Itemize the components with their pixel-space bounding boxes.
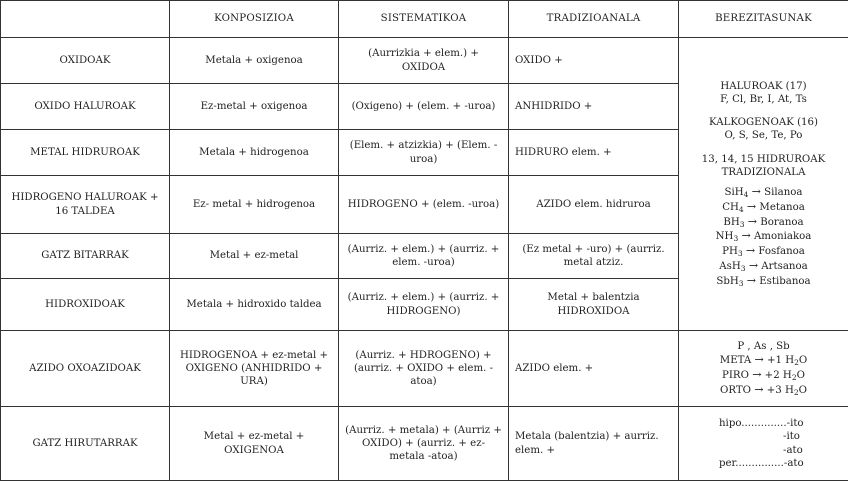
prefix-row: ORTO → +3 $H_2O$ (685, 383, 842, 398)
hydride-row: SiH$_4$ → Silanoa (685, 185, 842, 200)
cell-tradizioanala: AZIDO elem. hidruroa (509, 176, 679, 234)
cell-konposizioa: Metala + hidroxido taldea (170, 279, 339, 331)
arrow-icon: → (747, 274, 756, 287)
arrow-icon: → (752, 368, 761, 381)
cell-konposizioa: Ez- metal + hidrogenoa (170, 176, 339, 234)
note-hidruroak-title: 13, 14, 15 HIDRUROAK TRADIZIONALA (685, 153, 842, 180)
cell-tradizioanala: (Ez metal + -uro) + (aurriz. metal atziz. (509, 234, 679, 279)
row-name: GATZ BITARRAK (1, 234, 170, 279)
cell-sistematikoa: (Elem. + atzizkia) + (Elem. -uroa) (339, 130, 509, 176)
cell-tradizioanala: HIDRURO elem. + (509, 130, 679, 176)
note-elements: P , As , Sb (685, 340, 842, 353)
hydride-row: $NH_3$ → Amoniakoa (685, 229, 842, 244)
arrow-icon: → (741, 229, 750, 242)
arrow-icon: → (754, 383, 763, 396)
cell-sistematikoa: HIDROGENO + (elem. -uroa) (339, 176, 509, 234)
header-blank (1, 1, 170, 38)
row-name: OXIDOAK (1, 38, 170, 84)
suffix-line: hipo..............-ito (719, 417, 842, 430)
hydride-row: $PH_3$ → Fosfanoa (685, 244, 842, 259)
arrow-icon: → (748, 215, 757, 228)
row-name: HIDROXIDOAK (1, 279, 170, 331)
prefix-row: META → +1 $H_2O$ (685, 353, 842, 368)
arrow-icon: → (746, 244, 755, 257)
cell-tradizioanala: Metal + balentzia HIDROXIDOA (509, 279, 679, 331)
cell-konposizioa: HIDROGENOA + ez-metal + OXIGENO (ANHIDRIDO + URA) (170, 331, 339, 407)
cell-sistematikoa: (Aurriz. + elem.) + (aurriz. + HIDROGENO) (339, 279, 509, 331)
arrow-icon: → (747, 200, 756, 213)
notes-cell-suffixes (679, 407, 848, 481)
notes-cell-haluroak (679, 38, 848, 331)
row-name: OXIDO HALUROAK (1, 84, 170, 130)
arrow-icon: → (754, 353, 763, 366)
suffix-line: -ato (719, 444, 842, 457)
hydride-row: $BH_3$ → Boranoa (685, 215, 842, 230)
note-kalkogenoak-title: KALKOGENOAK (16) (685, 116, 842, 129)
cell-tradizioanala: OXIDO + (509, 38, 679, 84)
header-berezitasunak: BEREZITASUNAK (679, 1, 848, 38)
suffix-line: per...............-ato (719, 457, 842, 470)
header-tradizioanala: TRADIZIOANALA (509, 1, 679, 38)
row-name: GATZ HIRUTARRAK (1, 407, 170, 481)
cell-tradizioanala: AZIDO elem. + (509, 331, 679, 407)
hydride-row: SbH$_3$ → Estibanoa (685, 274, 842, 289)
table-row (1, 331, 848, 407)
table-row (1, 38, 848, 84)
table-row (1, 407, 848, 481)
header-konposizioa: KONPOSIZIOA (170, 1, 339, 38)
cell-sistematikoa: (Aurrizkia + elem.) + OXIDOA (339, 38, 509, 84)
arrow-icon: → (749, 259, 758, 272)
prefix-row: PIRO → +2 $H_2O$ (685, 368, 842, 383)
row-name: AZIDO OXOAZIDOAK (1, 331, 170, 407)
row-name: METAL HIDRUROAK (1, 130, 170, 176)
cell-tradizioanala: ANHIDRIDO + (509, 84, 679, 130)
note-kalkogenoak-elements: O, S, Se, Te, Po (685, 129, 842, 142)
header-sistematikoa: SISTEMATIKOA (339, 1, 509, 38)
row-name: HIDROGENO HALUROAK + 16 TALDEA (1, 176, 170, 234)
cell-sistematikoa: (Aurriz. + HDROGENO) + (aurriz. + OXIDO + elem. -atoa) (339, 331, 509, 407)
cell-sistematikoa: (Aurriz. + metala) + (Aurriz + OXIDO) + (aurriz. + ez-metala -atoa) (339, 407, 509, 481)
cell-konposizioa: Metal + ez-metal + OXIGENOA (170, 407, 339, 481)
cell-konposizioa: Metala + oxigenoa (170, 38, 339, 84)
cell-tradizioanala: Metala (balentzia) + aurriz. elem. + (509, 407, 679, 481)
hydride-row: AsH$_3$ → Artsanoa (685, 259, 842, 274)
note-haluroak-elements: F, Cl, Br, I, At, Ts (685, 93, 842, 106)
cell-konposizioa: Ez-metal + oxigenoa (170, 84, 339, 130)
header-row (1, 1, 848, 38)
cell-konposizioa: Metala + hidrogenoa (170, 130, 339, 176)
notes-cell-prefixes (679, 331, 848, 407)
arrow-icon: → (752, 185, 761, 198)
note-haluroak-title: HALUROAK (17) (685, 80, 842, 93)
cell-sistematikoa: (Aurriz. + elem.) + (aurriz. + elem. -uroa) (339, 234, 509, 279)
cell-konposizioa: Metal + ez-metal (170, 234, 339, 279)
suffix-line: -ito (719, 430, 842, 443)
hydride-row: $CH_4$ → Metanoa (685, 200, 842, 215)
cell-sistematikoa: (Oxigeno) + (elem. + -uroa) (339, 84, 509, 130)
